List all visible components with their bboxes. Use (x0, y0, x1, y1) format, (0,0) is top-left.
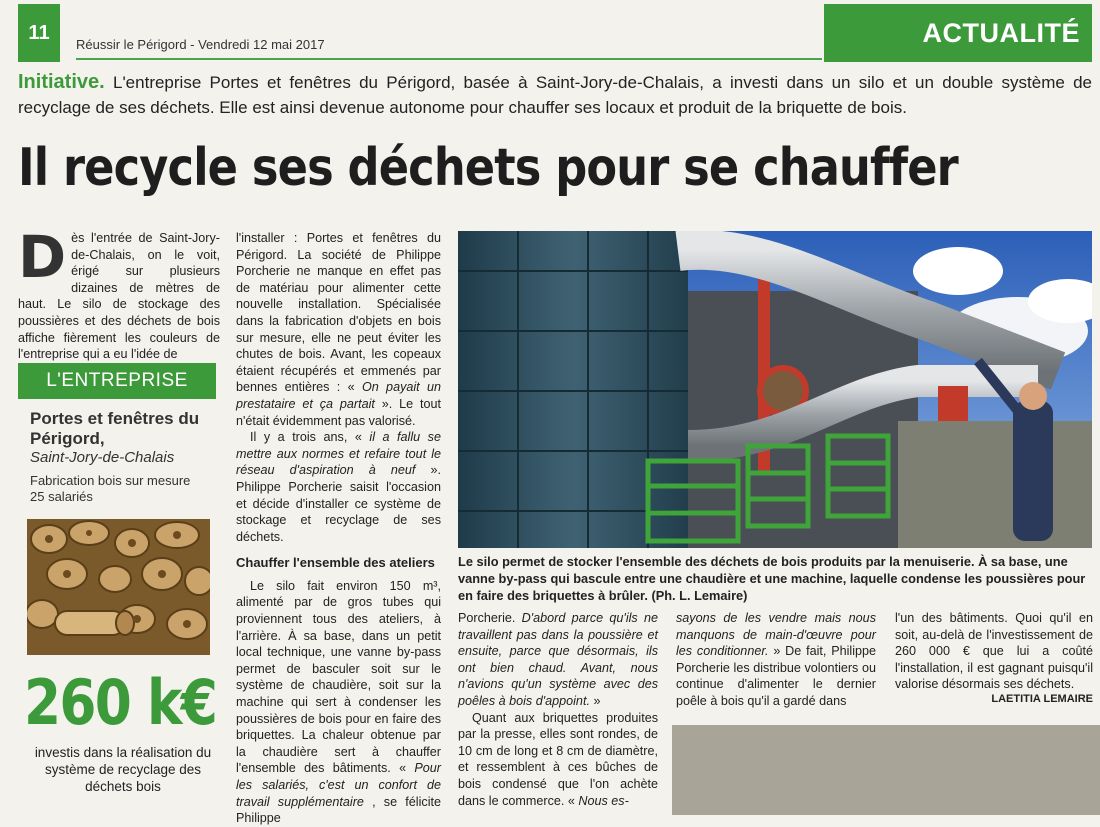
byline: LAETITIA LEMAIRE (991, 693, 1093, 705)
text-run: Le silo fait environ 150 m³, alimenté par de gros tubes qui proviennent tous des ateliers, à l'arrière. À sa base, dans un petit local technique, une vanne by-pass permet de basculer soit sur le système de chaudière, soit sur la machine qui sert à condenser les poussières de bois pour en faire des briquettes. La chaleur obtenue par la chaudière sert à chauffer l'ensemble des bâtiments. « (236, 578, 441, 776)
page-number: 11 (18, 4, 60, 62)
company-employees: 25 salariés (30, 489, 93, 504)
article-column-2 (236, 230, 441, 827)
sidebar-heading: L'ENTREPRISE (18, 363, 216, 399)
company-name: Portes et fenêtres du Périgord, (30, 409, 200, 448)
col2-paragraph-2 (236, 429, 441, 545)
col3-paragraph-2 (458, 710, 658, 810)
dropcap: D (18, 223, 67, 291)
investment-stat-description: investis dans la réalisation du système de recyclage des déchets bois (34, 745, 212, 794)
intro-paragraph (18, 70, 1092, 120)
col1-text: ès l'entrée de Saint-Jory-de-Chalais, on le voit, érigé sur plusieurs dizaines de mètres de haut. Le silo de stockage des poussières et des déchets de bois affiche fièrement les couleurs de l'entreprise qui a eu l'idée de (18, 231, 220, 362)
text-run: » (593, 693, 601, 708)
text-run: l'installer : Portes et fenêtres du Périgord. La société de Philippe Porcherie ne manque en effet pas de matériau pour alimenter cette nouvelle installation. Spécialisée dans la fabrication d'objets en bois sur mesure, elle ne peut éviter les chutes de bois. Avant, les copeaux étaient récupérés et emmenés par bennes entières : « (236, 231, 441, 395)
intro-text: L'entreprise Portes et fenêtres du Périgord, basée à Saint-Jory-de-Chalais, a investi dans un silo et un double système de recyclage de ses déchets. Elle est ainsi devenue autonome pour chauffer ses locaux et produit de la briquette de bois. (18, 73, 1092, 117)
headline: Il recycle ses déchets pour se chauffer (18, 138, 958, 198)
col4-paragraph (676, 610, 876, 710)
col5-paragraph: l'un des bâtiments. Quoi qu'il en soit, au-delà de l'investissement de 260 000 € que lui a coûté l'installation, il est gagnant puisqu'il valorise désormais ses déchets. (895, 611, 1093, 692)
silo-image (458, 231, 1092, 548)
col2-paragraph-1 (236, 230, 441, 429)
publication-line: Réussir le Périgord - Vendredi 12 mai 2017 (76, 37, 325, 52)
investment-stat: 260 k€ (24, 666, 217, 739)
text-run: » De fait, Philippe Porcherie les distribue volontiers ou continue d'alimenter le dernier poêle à bois qu'il a gardé dans (676, 644, 877, 708)
quote: D'abord parce qu'ils ne travaillent pas dans la poussière et ensuite, parce que désormais, ils ont bien chaud. Avant, nous n'avions qu'un système avec des poêles à bois d'appoint. (458, 611, 658, 708)
text-run: Quant aux briquettes produites par la presse, elles sont rondes, de 10 cm de long et 8 cm de diamètre, et ressemblent à ces bûches de bois condensé que l'on achète dans le commerce. « (458, 710, 658, 808)
header-rule (76, 58, 822, 60)
quote: il a fallu se mettre aux normes et refaire tout le réseau d'aspiration à neuf (236, 430, 441, 478)
company-activity: Fabrication bois sur mesure (30, 473, 191, 488)
blank-ad-area (672, 725, 1100, 815)
briquettes-photo (27, 519, 210, 655)
text-run: Il y a trois ans, « (250, 430, 362, 445)
text-run: ». Le tout n'était évidemment pas valorisé. (236, 396, 442, 428)
company-detail (30, 473, 220, 505)
article-column-1 (18, 223, 220, 363)
subheading: Chauffer l'ensemble des ateliers (236, 555, 435, 571)
article-column-3 (458, 610, 658, 809)
company-location: Saint-Jory-de-Chalais (30, 449, 175, 466)
quote: sayons de les vendre mais nous manquons de main-d'œuvre pour les conditionner. (676, 611, 876, 659)
col2-paragraph-3 (236, 578, 441, 827)
section-label: ACTUALITÉ (824, 4, 1092, 62)
quote: Pour les salariés, c'est un confort de travail supplémentaire (236, 761, 441, 809)
quote: On payait un prestataire et ça partait (236, 380, 442, 411)
col3-paragraph-1 (458, 610, 658, 710)
text-run: , se félicite Philippe (236, 794, 442, 826)
text-run: Porcherie. (458, 611, 516, 625)
briquettes-image (27, 519, 210, 655)
article-column-5 (895, 610, 1093, 693)
photo-caption: Le silo permet de stocker l'ensemble des déchets de bois produits par la menuiserie. À sa base, une vanne by-pass qui bascule entre une chaudière et une machine, laquelle condense les poussières pour en faire des briquettes à brûler. (Ph. L. Lemaire) (458, 554, 1086, 603)
article-column-4 (676, 610, 876, 710)
quote: Nous es- (578, 793, 629, 808)
text-run: ». Philippe Porcherie saisit l'occasion et décide d'installer ce système de stockage et recyclage de ses déchets. (236, 463, 441, 544)
silo-photo (458, 231, 1092, 548)
intro-kicker: Initiative. (18, 71, 105, 93)
